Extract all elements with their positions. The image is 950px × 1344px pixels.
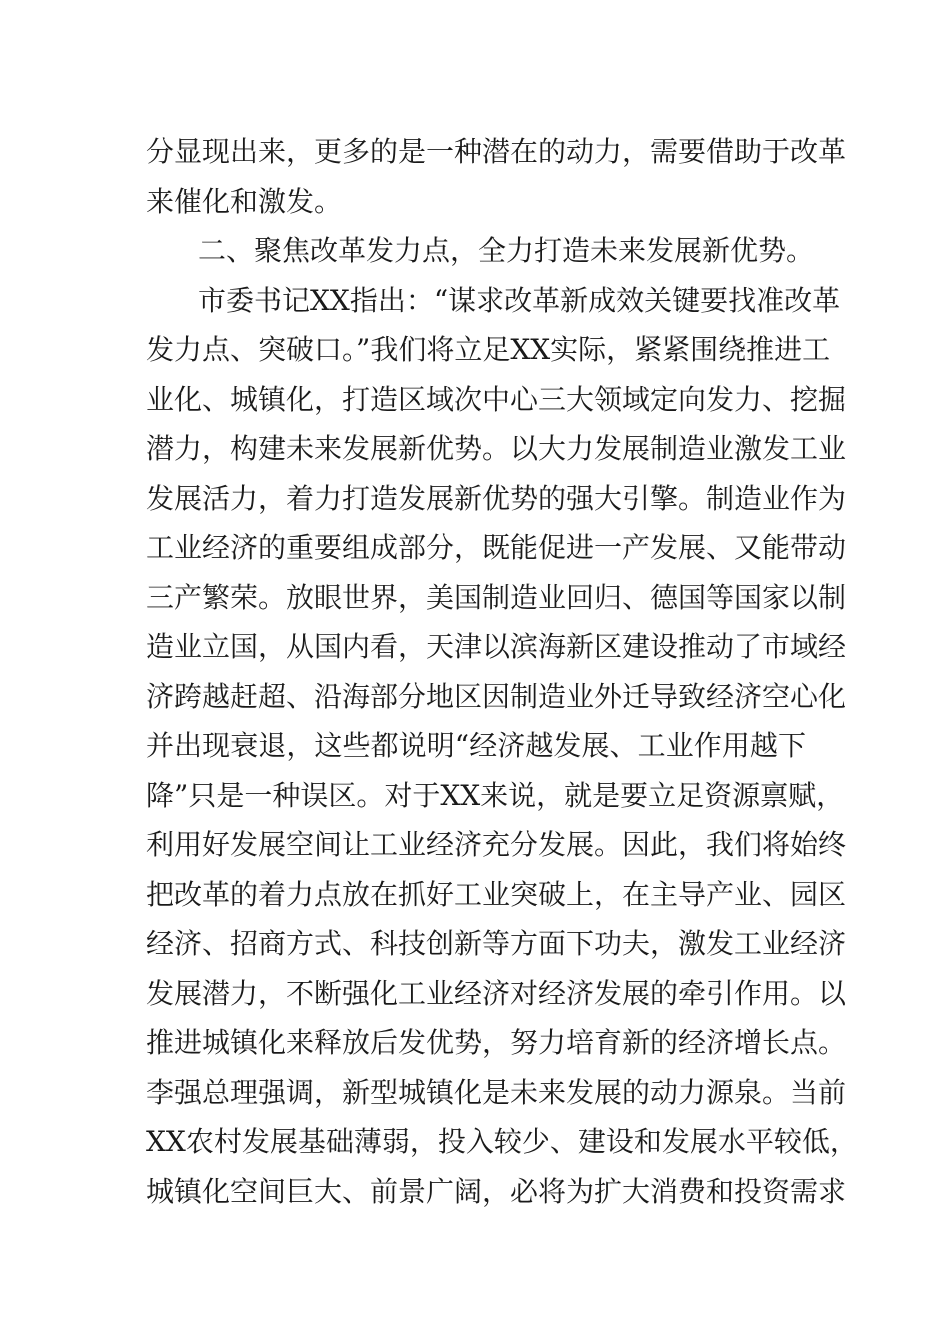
text-line: 李强总理强调，新型城镇化是未来发展的动力源泉。当前	[146, 1075, 847, 1109]
body-text	[146, 127, 858, 1216]
text-line: 三产繁荣。放眼世界，美国制造业回归、德国等国家以制	[146, 580, 847, 614]
text-line: 并出现衰退，这些都说明“经济越发展、工业作用越下	[146, 729, 806, 762]
text-line: 利用好发展空间让工业经济充分发展。因此，我们将始终	[146, 828, 847, 861]
text-line: 推进城镇化来释放后发优势，努力培育新的经济增长点。	[146, 1026, 847, 1059]
text-line: 造业立国，从国内看，天津以滨海新区建设推动了市域经	[146, 630, 847, 663]
text-line: 发展活力，着力打造发展新优势的强大引擎。制造业作为	[146, 481, 847, 515]
text-line: 市委书记XX指出：“谋求改革新成效关键要找准改革	[198, 283, 841, 317]
text-line: 来催化和激发。	[146, 184, 343, 218]
text-line: 潜力，构建未来发展新优势。以大力发展制造业激发工业	[146, 432, 847, 465]
text-line: 业化、城镇化，打造区域次中心三大领域定向发力、挖掘	[146, 382, 847, 416]
text-line: 发展潜力，不断强化工业经济对经济发展的牵引作用。以	[146, 976, 847, 1010]
text-line: 工业经济的重要组成部分，既能促进一产发展、又能带动	[146, 531, 847, 564]
text-line: 分显现出来，更多的是一种潜在的动力，需要借助于改革	[146, 135, 847, 168]
text-line: 降”只是一种误区。对于XX来说，就是要立足资源禀赋，	[146, 778, 845, 812]
text-line: 发力点、突破口。”我们将立足XX实际，紧紧围绕推进工	[146, 333, 831, 366]
text-line: 把改革的着力点放在抓好工业突破上，在主导产业、园区	[146, 877, 847, 911]
text-line: 城镇化空间巨大、前景广阔，必将为扩大消费和投资需求	[146, 1174, 847, 1208]
text-line: XX农村发展基础薄弱，投入较少、建设和发展水平较低，	[146, 1125, 858, 1158]
text-line: 济跨越赶超、沿海部分地区因制造业外迁导致经济空心化	[146, 679, 847, 713]
text-line: 经济、招商方式、科技创新等方面下功夫，激发工业经济	[146, 927, 847, 960]
section-heading: 二、聚焦改革发力点，全力打造未来发展新优势。	[198, 234, 815, 267]
